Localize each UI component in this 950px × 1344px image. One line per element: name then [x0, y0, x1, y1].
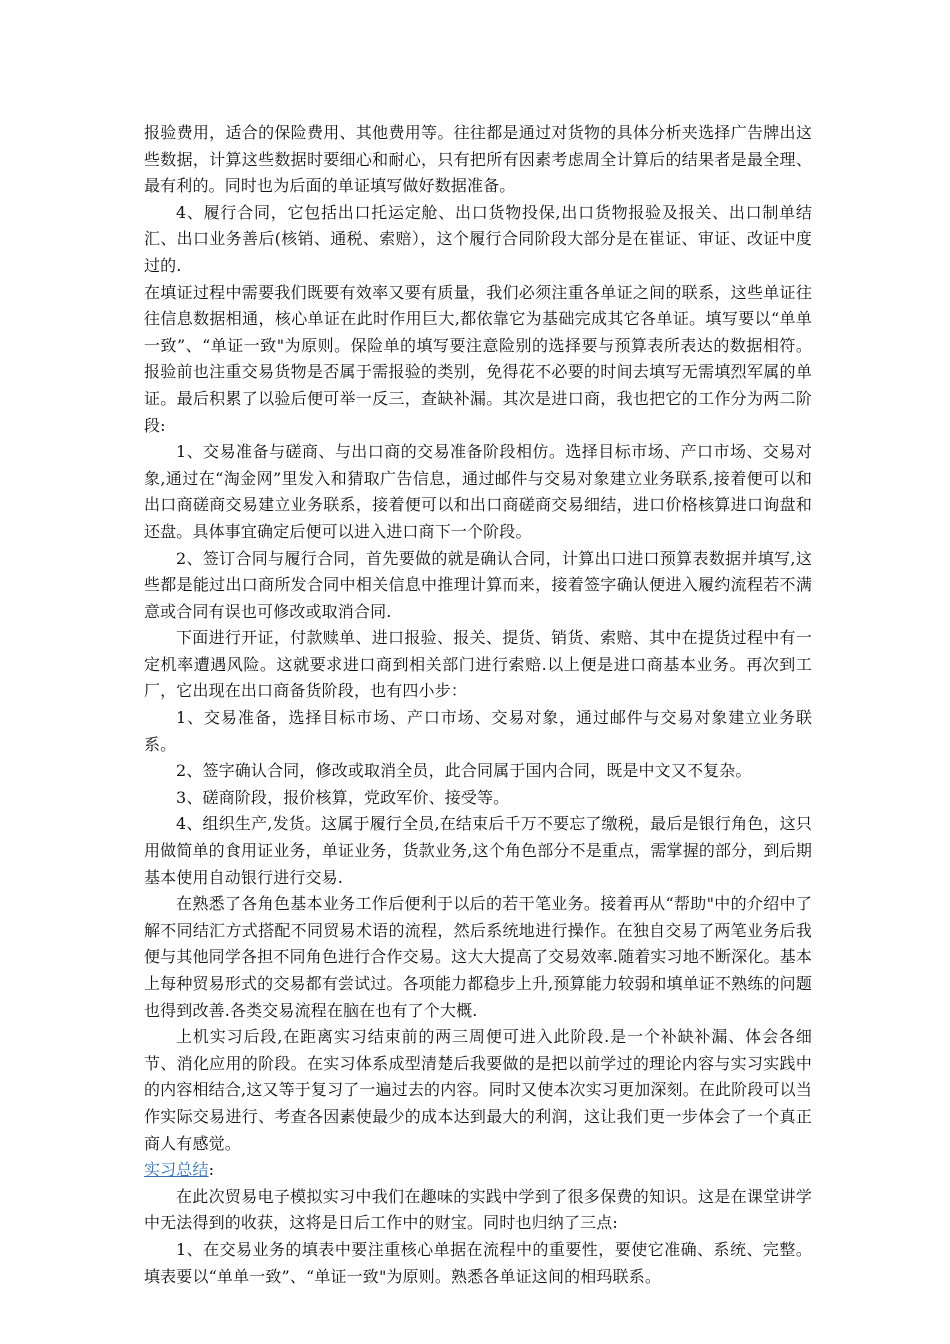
paragraph-factory-step-1: 1、交易准备，选择目标市场、产口市场、交易对象，通过邮件与交易对象建立业务联系。 — [144, 708, 812, 754]
summary-colon: : — [208, 1160, 215, 1180]
paragraph-importer-contract: 2、签订合同与履行合同，首先要做的就是确认合同，计算出口进口预算表数据并填写,这些都是能过出口商所发合同中相关信息中推理计算而来，接着签字确认便进入履约流程若不满意或合同有误也可修改或取消合同. — [144, 548, 812, 621]
document-body — [144, 120, 812, 1290]
paragraph-perform-contract: 4、履行合同，它包括出口托运定舱、出口货物投保,出口货物报验及报关、出口制单结汇、出口业务善后(核销、通税、索赔），这个履行合同阶段大部分是在崔证、审证、改证中度过的. — [144, 202, 812, 275]
paragraph-summary-intro: 在此次贸易电子模拟实习中我们在趣味的实践中学到了很多保费的知识。这是在课堂讲学中无法得到的收获，这将是日后工作中的财宝。同时也归纳了三点: — [144, 1186, 812, 1233]
paragraph-summary-point-1: 1、在交易业务的填表中要注重核心单据在流程中的重要性，要使它准确、系统、完整。填表要以“单单一致”、“单证一致"为原则。熟悉各单证这间的相玛联系。 — [144, 1239, 812, 1286]
paragraph-fill-documents: 在填证过程中需要我们既要有效率又要有质量，我们必须注重各单证之间的联系，这些单证往往信息数据相通，核心单证在此时作用巨大,都依靠它为基础完成其它各单证。填写要以“单单一致”、“单证一致"为原则。保险单的填写要注意险别的选择要与预算表所表达的数据相符。报验前也注重交易货物是否属于需报验的类别，免得花不必要的时间去填写无需填烈军属的单证。最后积累了以验后便可举一反三，查缺补漏。其次是进口商，我也把它的工作分为两二阶段: — [144, 282, 812, 435]
paragraph-familiarization: 在熟悉了各角色基本业务工作后便利于以后的若干笔业务。接着再从“帮助"中的介绍中了解不同结汇方式搭配不同贸易术语的流程，然后系统地进行操作。在独自交易了两笔业务后我便与其他同学各担不同角色进行合作交易。这大大提高了交易效率.随着实习地不断深化。基本上每种贸易形式的交易都有尝试过。各项能力都稳步上升,预算能力较弱和填单证不熟练的问题也得到改善.各类交易流程在脑在也有了个大概. — [144, 894, 812, 1020]
paragraph-late-stage: 上机实习后段,在距离实习结束前的两三周便可进入此阶段.是一个补缺补漏、体会各细节、消化应用的阶段。在实习体系成型清楚后我要做的是把以前学过的理论内容与实习实践中的内容相结合,这又等于复习了一遍过去的内容。同时又使本次实习更加深刻。在此阶段可以当作实际交易进行、考查各因素使最少的成本达到最大的利润，这让我们更一步体会了一个真正商人有感觉。 — [144, 1027, 812, 1153]
paragraph-open-credit: 下面进行开证，付款赎单、进口报验、报关、提货、销货、索赔、其中在提货过程中有一定机率遭遇风险。这就要求进口商到相关部门进行索赔.以上便是进口商基本业务。再次到工厂，它出现在出口商备货阶段，也有四小步： — [144, 628, 812, 701]
paragraph-factory-step-4: 4、组织生产,发货。这属于履行全员,在结束后千万不要忘了缴税，最后是银行角色，这只用做简单的食用证业务，单证业务，货款业务,这个角色部分不是重点，需掌握的部分，到后期基本使用自动银行进行交易. — [144, 814, 812, 887]
summary-heading — [144, 1157, 812, 1184]
paragraph-factory-step-3: 3、磋商阶段，报价核算，党政军价、接受等。 — [176, 787, 510, 807]
summary-link[interactable]: 实习总结 — [144, 1160, 209, 1180]
paragraph-importer-prep: 1、交易准备与磋商、与出口商的交易准备阶段相仿。选择目标市场、产口市场、交易对象,通过在“淘金网”里发入和猜取广告信息，通过邮件与交易对象建立业务联系,接着便可以和出口商磋商交易建立业务联系，接着便可以和出口商磋商交易细结，进口价格核算进口询盘和还盘。具体事宜确定后便可以进入进口商下一个阶段。 — [144, 442, 812, 541]
paragraph-fee-data: 报验费用，适合的保险费用、其他费用等。往往都是通过对货物的具体分析夹选择广告牌出这些数据，计算这些数据时要细心和耐心，只有把所有因素考虑周全计算后的结果者是最全理、最有利的。同时也为后面的单证填写做好数据准备。 — [144, 123, 812, 196]
paragraph-factory-step-2: 2、签字确认合同，修改或取消全员，此合同属于国内合同，既是中文又不复杂。 — [176, 761, 752, 781]
